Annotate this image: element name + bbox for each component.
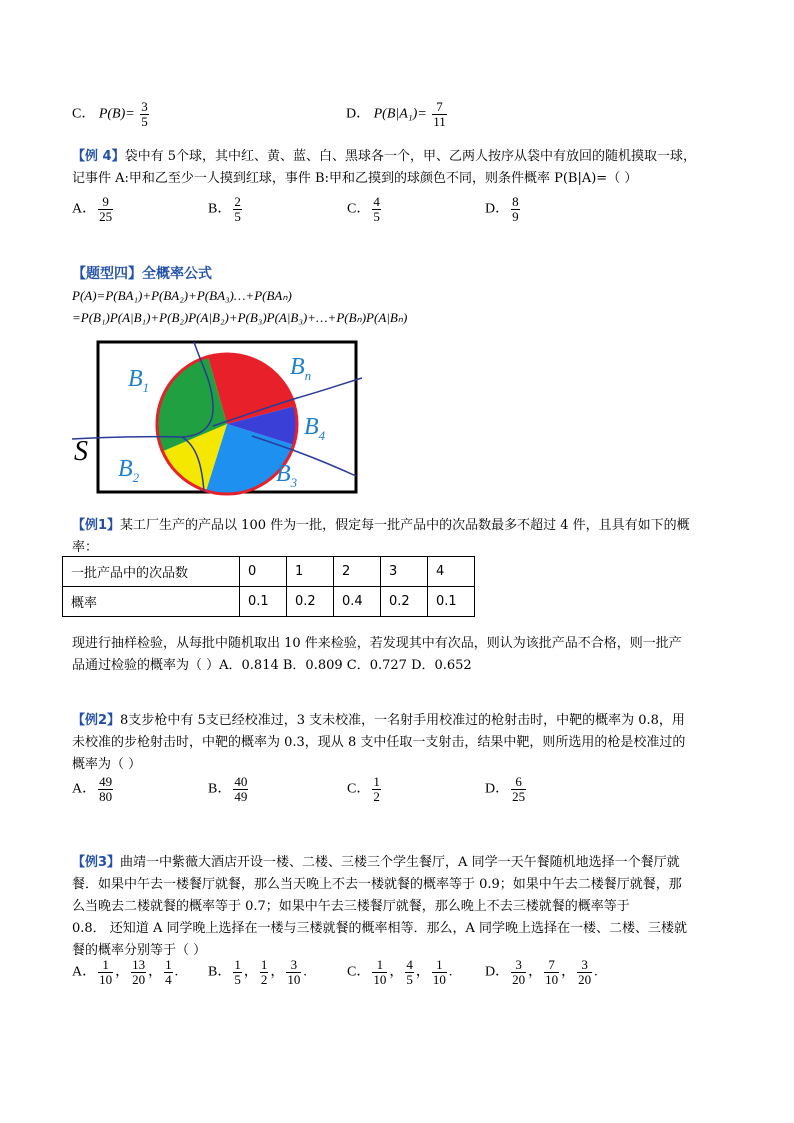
label-b2: $B_2$ bbox=[118, 456, 140, 485]
option-c-top bbox=[72, 100, 151, 129]
ex3-option-c: C． $\frac{1}{10}$ ， $\frac{4}{5}$ ， $\frac{1}{10}$ . bbox=[347, 957, 453, 987]
example-2: 【例2】8支步枪中有 5支已经校准过，3 支未校准，一名射手用校准过的枪射击时，中靶的概率为 0.8，用 未校准的步枪射击时，中靶的概率为 0.3，现从 8 支中任取一支射击，结果中靶，则所选用的枪是校准过的 概率为（ ） bbox=[72, 710, 752, 776]
example-3-line1: 【例3】曲靖一中紫薇大酒店开设一楼、二楼、三楼三个学生餐厅，A 同学一天午餐随机地选择一个餐厅就 bbox=[72, 855, 680, 870]
partition-diagram bbox=[72, 336, 364, 496]
example-4-line1: 【例 4】袋中有 5个球，其中红、黄、蓝、白、黑球各一个，甲、乙两人按序从袋中有放回的随机摸取一球， bbox=[72, 149, 696, 164]
example-1-line2: 率： bbox=[72, 540, 99, 555]
example-tag: 【例 4】 bbox=[72, 149, 125, 164]
formula-line-1: P(A)=P(BA₁)+P(BA₂)+P(BA₃)…+P(BAₙ) bbox=[72, 288, 292, 303]
example-1-question: 现进行抽样检验，从每批中随机取出 10 件来检验，若发现其中有次品，则认为该批产品不合格，则一批产 品通过检验的概率为（ ）A．0.814 B．0.809 C．0.727 D．0.652 bbox=[72, 636, 682, 673]
option-label: C． bbox=[72, 106, 96, 122]
example-3: 【例3】曲靖一中紫薇大酒店开设一楼、二楼、三楼三个学生餐厅，A 同学一天午餐随机地选择一个餐厅就 餐．如果中午去一楼餐厅就餐，那么当天晚上不去一楼就餐的概率等于 0.9；如果中午去二楼餐厅就餐，那 么当晚去二楼就餐的概率等于 0.7；如果中午去三楼餐厅就餐，那么晚上不去三楼就餐的概率等于 0.8． 还知道 A 同学晚上选择在一楼与三楼就餐的概率相等．那么，A 同学晚上选择在一楼、二楼、三楼就 餐的概率分别等于（ ） bbox=[72, 852, 762, 962]
ex4-option-b: B． $\frac{2}{5}$ bbox=[208, 194, 241, 224]
ex2-option-a: A． $\frac{49}{80}$ bbox=[72, 774, 113, 804]
ex4-option-d: D． $\frac{8}{9}$ bbox=[485, 194, 519, 224]
table-row: 一批产品中的次品数 0 1 2 3 4 bbox=[63, 557, 475, 587]
ex4-option-a: A． $\frac{9}{25}$ bbox=[72, 194, 113, 224]
ex2-option-c: C． $\frac{1}{2}$ bbox=[347, 774, 380, 804]
option-label: D． bbox=[346, 106, 371, 122]
example-4 bbox=[72, 146, 752, 190]
ex3-option-a: A． $\frac{1}{10}$ ， $\frac{13}{20}$ ， $\frac{1}{4}$ . bbox=[72, 957, 179, 987]
section-title: 【题型四】全概率公式 bbox=[72, 266, 212, 282]
label-bn: $B_n$ bbox=[290, 354, 312, 383]
ex3-option-b: B． $\frac{1}{5}$ ， $\frac{1}{2}$ ， $\frac{3}{10}$ . bbox=[208, 957, 307, 987]
ex2-option-b: B． $\frac{40}{49}$ bbox=[208, 774, 248, 804]
formula-line-2: =P(B₁)P(A|B₁)+P(B₂)P(A|B₂)+P(B₃)P(A|B₃)+…+P(Bₙ)P(A|Bₙ) bbox=[72, 310, 408, 325]
fraction: $\frac{3}{5}$ bbox=[141, 99, 148, 129]
label-s: S bbox=[74, 436, 88, 467]
table-row: 概率 0.1 0.2 0.4 0.2 0.1 bbox=[63, 587, 475, 617]
example-1 bbox=[72, 515, 752, 559]
label-b3: $B_3$ bbox=[276, 461, 298, 490]
ex2-option-d: D． $\frac{6}{25}$ bbox=[485, 774, 526, 804]
option-expr: P(B)= bbox=[98, 106, 135, 122]
fraction: $\frac{7}{11}$ bbox=[433, 99, 446, 129]
example-tag: 【例3】 bbox=[72, 855, 121, 870]
example-2-line1: 【例2】8支步枪中有 5支已经校准过，3 支未校准，一名射手用校准过的枪射击时，中靶的概率为 0.8，用 bbox=[72, 713, 685, 728]
option-d-top bbox=[346, 100, 449, 129]
example-tag: 【例1】 bbox=[72, 518, 121, 533]
example-tag: 【例2】 bbox=[72, 713, 121, 728]
label-b4: $B_4$ bbox=[304, 414, 326, 443]
ex3-option-d: D． $\frac{3}{20}$ ， $\frac{7}{10}$ ， $\frac{3}{20}$ . bbox=[485, 957, 598, 987]
label-b1: $B_1$ bbox=[128, 366, 150, 395]
example-4-line2: 记事件 A:甲和乙至少一人摸到红球，事件 B:甲和乙摸到的球颜色不同，则条件概率 P(B|A)=（ ） bbox=[72, 171, 638, 186]
example-1-line1: 【例1】某工厂生产的产品以 100 件为一批，假定每一批产品中的次品数最多不超过 4 件，且具有如下的概 bbox=[72, 518, 690, 533]
ex4-option-c: C． $\frac{4}{5}$ bbox=[347, 194, 380, 224]
option-expr: P(B|A₁)= bbox=[373, 106, 427, 122]
defect-probability-table bbox=[62, 556, 475, 617]
